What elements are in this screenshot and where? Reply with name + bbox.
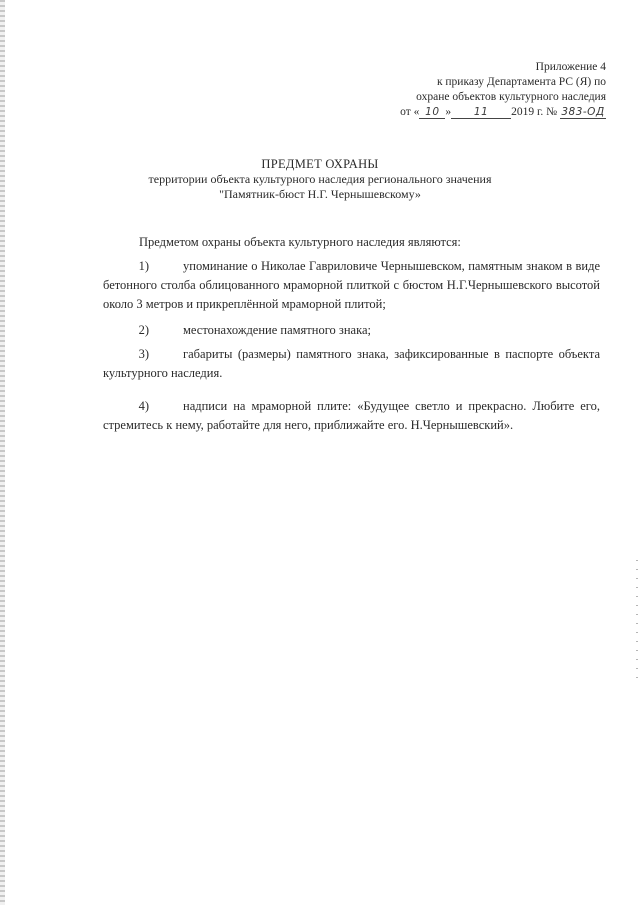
item-number: 3): [138, 347, 149, 361]
item-number: 1): [138, 259, 149, 273]
title-line-2: территории объекта культурного наследия регионального значения: [148, 172, 492, 186]
scan-edge-right: [636, 560, 638, 680]
item-text: надписи на мраморной плите: «Будущее светло и прекрасно. Любите его, стремитесь к нему, работайте для него, приближайте его. Н.Чернышевский».: [103, 399, 600, 432]
item-text: местонахождение памятного знака;: [183, 323, 371, 337]
list-item: [103, 397, 600, 435]
date-prefix: от «: [400, 106, 420, 118]
list-item: [103, 345, 600, 383]
title-line-3: "Памятник-бюст Н.Г. Чернышевскому»: [219, 187, 421, 201]
item-text: габариты (размеры) памятного знака, зафиксированные в паспорте объекта культурного наследия.: [103, 347, 600, 380]
appendix-line-3: охране объектов культурного наследия: [416, 91, 606, 103]
intro-paragraph: Предметом охраны объекта культурного наследия являются:: [139, 235, 461, 249]
appendix-line-2: к приказу Департамента РС (Я) по: [436, 76, 606, 88]
date-quote-close: »: [445, 106, 452, 118]
item-number: 2): [138, 323, 149, 337]
title-main: ПРЕДМЕТ ОХРАНЫ: [261, 157, 379, 171]
appendix-date-line: [376, 105, 606, 120]
list-item: [103, 257, 600, 314]
date-month: 11: [451, 106, 511, 119]
order-number: 383-ОД: [561, 106, 605, 118]
date-year: 2019 г. №: [511, 106, 558, 118]
item-text: упоминание о Николае Гавриловиче Чернышевском, памятным знаком в виде бетонного столба облицованного мраморной плиткой с бюстом Н.Г.Чернышевского высотой около 3 метров и прикреплённой мраморной плитой;: [103, 259, 600, 311]
document-title: [0, 157, 640, 202]
date-day: 10: [419, 106, 445, 119]
appendix-line-1: Приложение 4: [535, 61, 606, 73]
list-item: [103, 321, 600, 340]
item-number: 4): [138, 399, 149, 413]
appendix-header: [376, 60, 606, 120]
scan-edge-left: [0, 0, 5, 905]
